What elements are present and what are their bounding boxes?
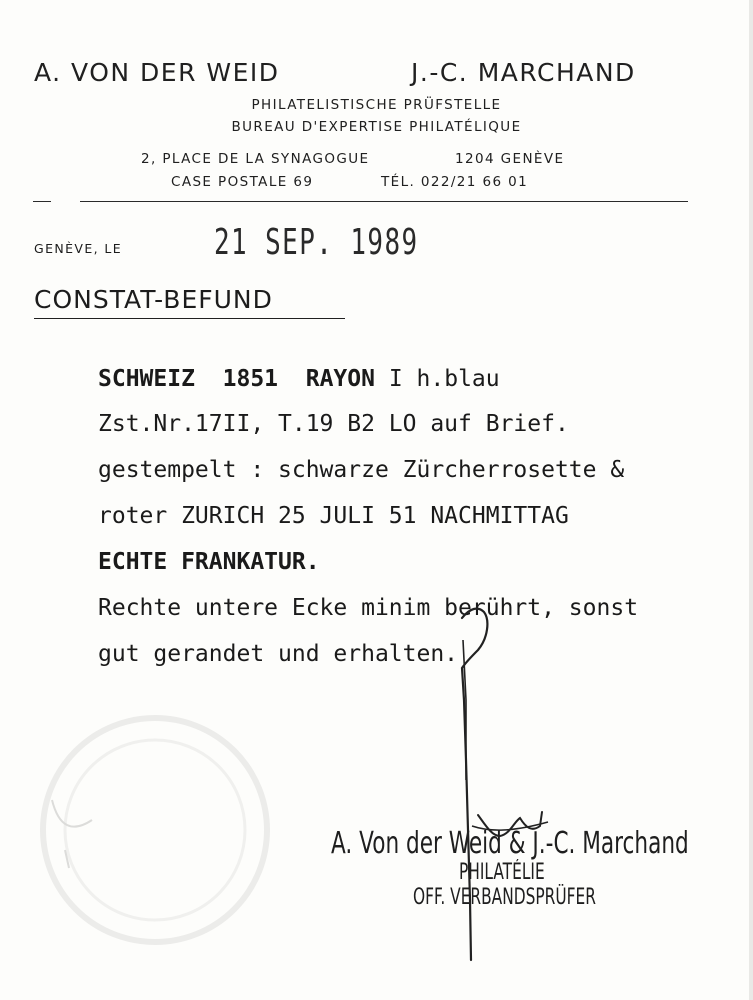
signature-line-verbandspruefer: OFF. VERBANDSPRÜFER bbox=[413, 885, 596, 910]
body-line-6: Rechte untere Ecke minim berührt, sonst bbox=[98, 595, 639, 621]
date-label: GENÈVE, LE bbox=[34, 241, 123, 256]
body-line-2: Zst.Nr.17II, T.19 B2 LO auf Brief. bbox=[98, 411, 569, 437]
signature-line-philatelie: PHILATÉLIE bbox=[459, 860, 545, 885]
document-title: CONSTAT-BEFUND bbox=[34, 285, 273, 314]
signature-name: A. Von der Weid & J.-C. Marchand bbox=[331, 826, 689, 861]
letterhead-address-street: 2, PLACE DE LA SYNAGOGUE bbox=[141, 151, 370, 167]
letterhead-name-left: A. VON DER WEID bbox=[34, 58, 280, 87]
letterhead-name-right: J.-C. MARCHAND bbox=[411, 58, 636, 87]
letterhead-subtitle-de: PHILATELISTISCHE PRÜFSTELLE bbox=[251, 97, 502, 113]
issue: RAYON bbox=[305, 366, 375, 392]
letterhead-subtitle-fr: BUREAU D'EXPERTISE PHILATÉLIQUE bbox=[231, 119, 522, 135]
stamp-type: I h.blau bbox=[388, 366, 500, 392]
body-line-5: ECHTE FRANKATUR. bbox=[98, 549, 320, 575]
year: 1851 bbox=[222, 366, 279, 392]
body-line-4: roter ZURICH 25 JULI 51 NACHMITTAG bbox=[98, 503, 569, 529]
letterhead-postbox: CASE POSTALE 69 bbox=[171, 174, 314, 190]
letterhead-address-city: 1204 GENÈVE bbox=[455, 151, 565, 167]
body-line-3: gestempelt : schwarze Zürcherrosette & bbox=[98, 457, 625, 483]
date-stamp: 21 SEP. 1989 bbox=[214, 222, 419, 263]
letterhead-phone: TÉL. 022/21 66 01 bbox=[381, 174, 529, 190]
country: SCHWEIZ bbox=[98, 366, 195, 392]
body-line-7: gut gerandet und erhalten. bbox=[98, 641, 459, 667]
